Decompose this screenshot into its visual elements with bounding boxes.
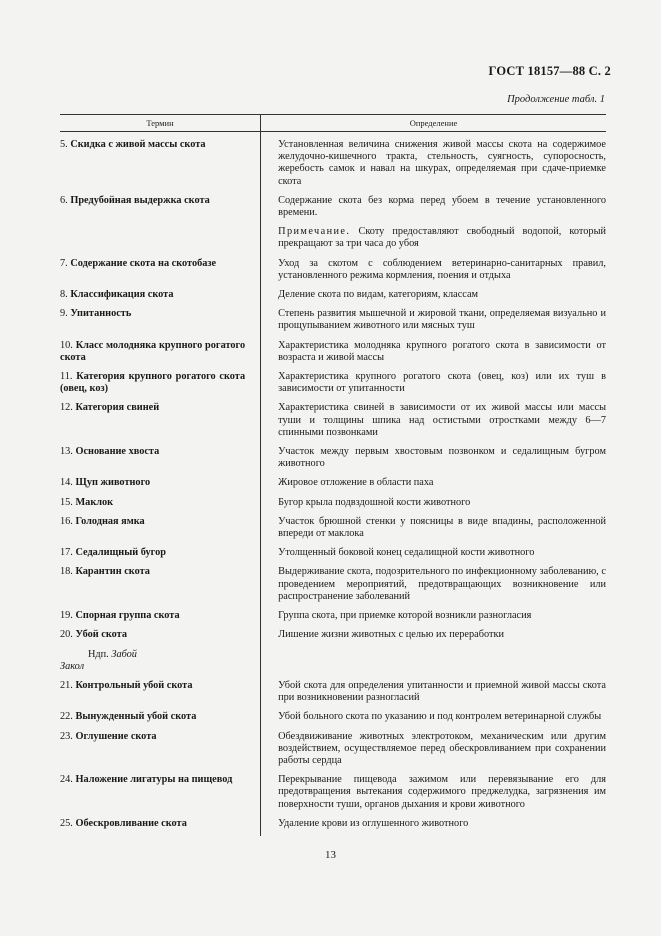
term-cell — [60, 497, 253, 509]
term-number: 9. — [60, 308, 68, 320]
definition-cell — [266, 497, 606, 509]
definition-cell — [266, 139, 606, 188]
term-text: Обескровливание скота — [75, 817, 187, 829]
definition-cell — [266, 711, 606, 723]
table-row — [60, 139, 606, 188]
term-cell — [60, 516, 253, 540]
term-number: 22. — [60, 711, 73, 723]
term-cell — [60, 711, 253, 723]
term-number: 17. — [60, 547, 73, 559]
definition-text: Характеристика свиней в зависимости от их живой массы или массы туши и толщины шпика над остистыми отростками между 6—7 спинными позвонками — [278, 402, 606, 438]
term-number: 20. — [60, 629, 73, 641]
table-row — [60, 340, 606, 364]
definition-cell — [266, 774, 606, 811]
table-header — [60, 114, 606, 132]
definition-cell — [284, 649, 606, 673]
term-text: Карантин скота — [75, 566, 150, 578]
definition-text: Содержание скота без корма перед убоем в течение установленного времени. — [278, 194, 606, 219]
table-row — [60, 371, 606, 395]
term-number: 24. — [60, 774, 73, 786]
term-cell — [60, 731, 253, 768]
term-number: 8. — [60, 289, 68, 301]
term-text: Наложение лигатуры на пищевод — [75, 774, 233, 786]
term-cell — [60, 195, 253, 219]
term-text: Предубойная выдержка скота — [70, 194, 210, 206]
definition-text: Перекрывание пищевода зажимом или перевязывание его для предотвращения вытекания содержимого преджелудка, загрязнения им поверхности туши, органов дыхания и крови животного — [278, 774, 606, 810]
term-number: 11. — [60, 371, 73, 383]
term-cell — [60, 610, 253, 622]
term-number: 6. — [60, 194, 68, 206]
table-row — [60, 226, 606, 250]
term-cell — [60, 258, 253, 282]
ndp-label: Ндп. — [88, 648, 109, 660]
definition-text: Бугор крыла подвздошной кости животного — [278, 496, 471, 508]
table-row — [60, 711, 606, 723]
definition-cell — [266, 547, 606, 559]
definition-text: Жировое отложение в области паха — [278, 477, 434, 489]
definition-cell — [266, 629, 606, 641]
definition-cell — [266, 477, 606, 489]
definition-cell — [266, 226, 606, 250]
term-cell — [60, 774, 253, 811]
term-cell — [60, 371, 253, 395]
term-number: 7. — [60, 257, 68, 269]
term-text: Вынужденный убой скота — [75, 711, 197, 723]
definition-text: Группа скота, при приемке которой возникли разногласия — [278, 610, 532, 622]
table-row — [60, 818, 606, 830]
definition-cell — [266, 289, 606, 301]
table-row — [60, 731, 606, 768]
column-header-term: Термин — [146, 118, 174, 128]
term-cell — [60, 477, 253, 489]
definition-cell — [266, 308, 606, 332]
term-text: Маклок — [75, 496, 114, 508]
term-text: Основание хвоста — [75, 446, 160, 458]
table-row — [60, 680, 606, 704]
term-number: 23. — [60, 730, 73, 742]
definition-text: Утолщенный боковой конец седалищной кости животного — [278, 547, 535, 559]
term-cell — [60, 139, 253, 188]
term-cell — [60, 289, 253, 301]
term-cell — [60, 446, 253, 470]
table-body — [60, 139, 606, 830]
definition-text: Участок между первым хвостовым позвонком и седалищным бугром животного — [278, 446, 606, 470]
term-number: 14. — [60, 477, 73, 489]
term-text: Упитанность — [70, 308, 132, 320]
term-cell — [60, 680, 253, 704]
term-number: 18. — [60, 566, 73, 578]
term-cell — [60, 629, 253, 641]
definition-text: Убой больного скота по указанию и под контролем ветеринарной службы — [278, 711, 602, 723]
term-number: 10. — [60, 339, 73, 351]
table-row — [60, 497, 606, 509]
term-number: 13. — [60, 446, 73, 458]
definition-text: Лишение жизни животных с целью их переработки — [278, 629, 504, 641]
definition-cell — [266, 195, 606, 219]
definition-text: Участок брюшной стенки у поясницы в виде впадины, расположенной впереди от маклока — [278, 515, 606, 540]
term-number: 5. — [60, 139, 68, 150]
definition-cell — [266, 818, 606, 830]
term-number: 15. — [60, 496, 73, 508]
term-text: Голодная ямка — [75, 515, 145, 527]
definition-cell — [266, 371, 606, 395]
definition-text: Установленная величина снижения живой массы скота на содержимое желудочно-кишечного тракта, стельность, суягность, супоросность, жеребость самок и навал на шкурах, определяемая при сдаче-приемке скота — [278, 139, 606, 187]
definition-text: Характеристика молодняка крупного рогатого скота в зависимости от возраста и живой массы — [278, 339, 606, 363]
term-cell — [60, 649, 271, 673]
term-cell — [60, 226, 253, 250]
term-number: 21. — [60, 679, 73, 691]
ndp-term: Закол — [60, 660, 85, 672]
table-row — [60, 610, 606, 622]
term-text: Скидка с живой массы скота — [70, 139, 206, 150]
table-row — [60, 516, 606, 540]
definition-text: Выдерживание скота, подозрительного по инфекционному заболеванию, с проведением мероприятий, предотвращающих возникновение или распространение заболеваний — [278, 566, 606, 602]
table-row — [60, 477, 606, 489]
definition-text: Удаление крови из оглушенного животного — [278, 817, 469, 829]
table-row — [60, 629, 606, 641]
ndp-term: Забой — [111, 648, 137, 660]
table-row — [60, 308, 606, 332]
term-cell — [60, 547, 253, 559]
table-row — [60, 195, 606, 219]
table-row — [60, 258, 606, 282]
term-cell — [60, 340, 253, 364]
definition-text: Обездвиживание животных электротоком, механическим или другим воздействием, осуществляемое перед обескровливанием при сохранении работы сердца — [278, 730, 606, 766]
table-row — [60, 649, 606, 673]
table-row — [60, 547, 606, 559]
definition-text: Уход за скотом с соблюдением ветеринарно-санитарных правил, установленного режима кормления, поения и отдыха — [278, 257, 606, 281]
column-header-definition: Определение — [409, 118, 458, 128]
term-text: Седалищный бугор — [75, 547, 166, 559]
standard-header: ГОСТ 18157—88 С. 2 — [488, 64, 611, 78]
term-text: Категория крупного рогатого скота (овец, коз) — [60, 371, 246, 395]
term-cell — [60, 402, 253, 439]
table-row — [60, 774, 606, 811]
definition-text: Характеристика крупного рогатого скота (овец, коз) или их туш в зависимости от упитанности — [278, 371, 606, 395]
definition-text: Деление скота по видам, категориям, классам — [278, 289, 479, 301]
page-number: 13 — [325, 849, 336, 861]
terms-table — [60, 114, 606, 830]
table-row — [60, 446, 606, 470]
definition-text: Степень развития мышечной и жировой ткани, определяемая визуально и прощупыванием животного или мясных туш — [278, 308, 606, 332]
term-cell — [60, 308, 253, 332]
definition-cell — [266, 680, 606, 704]
definition-cell — [266, 566, 606, 603]
term-number: 16. — [60, 515, 73, 527]
term-text: Классификация скота — [70, 289, 174, 301]
term-text: Спорная группа скота — [75, 610, 180, 622]
term-text: Контрольный убой скота — [75, 679, 193, 691]
term-number: 25. — [60, 817, 73, 829]
definition-cell — [266, 340, 606, 364]
term-number: 19. — [60, 610, 73, 622]
definition-text: Скоту предоставляют свободный водопой, который прекращают за три часа до убоя — [278, 226, 606, 250]
definition-cell — [266, 516, 606, 540]
note-label: Примечание. — [278, 226, 351, 238]
term-cell — [60, 818, 253, 830]
definition-cell — [266, 258, 606, 282]
table-row — [60, 566, 606, 603]
definition-cell — [266, 610, 606, 622]
term-cell — [60, 566, 253, 603]
definition-cell — [266, 402, 606, 439]
column-divider — [260, 114, 261, 836]
term-text: Щуп животного — [75, 477, 151, 489]
definition-cell — [266, 446, 606, 470]
table-row — [60, 402, 606, 439]
term-text: Категория свиней — [75, 402, 160, 414]
term-text: Класс молодняка крупного рогатого скота — [60, 339, 246, 363]
term-number: 12. — [60, 402, 73, 414]
term-text: Содержание скота на скотобазе — [70, 257, 217, 269]
definition-cell — [266, 731, 606, 768]
definition-text: Убой скота для определения упитанности и приемной живой массы скота при возникновении разногласий — [278, 679, 606, 704]
term-text: Убой скота — [75, 629, 127, 641]
table-row — [60, 289, 606, 301]
term-text: Оглушение скота — [75, 730, 157, 742]
table-continuation-label: Продолжение табл. 1 — [507, 94, 605, 105]
